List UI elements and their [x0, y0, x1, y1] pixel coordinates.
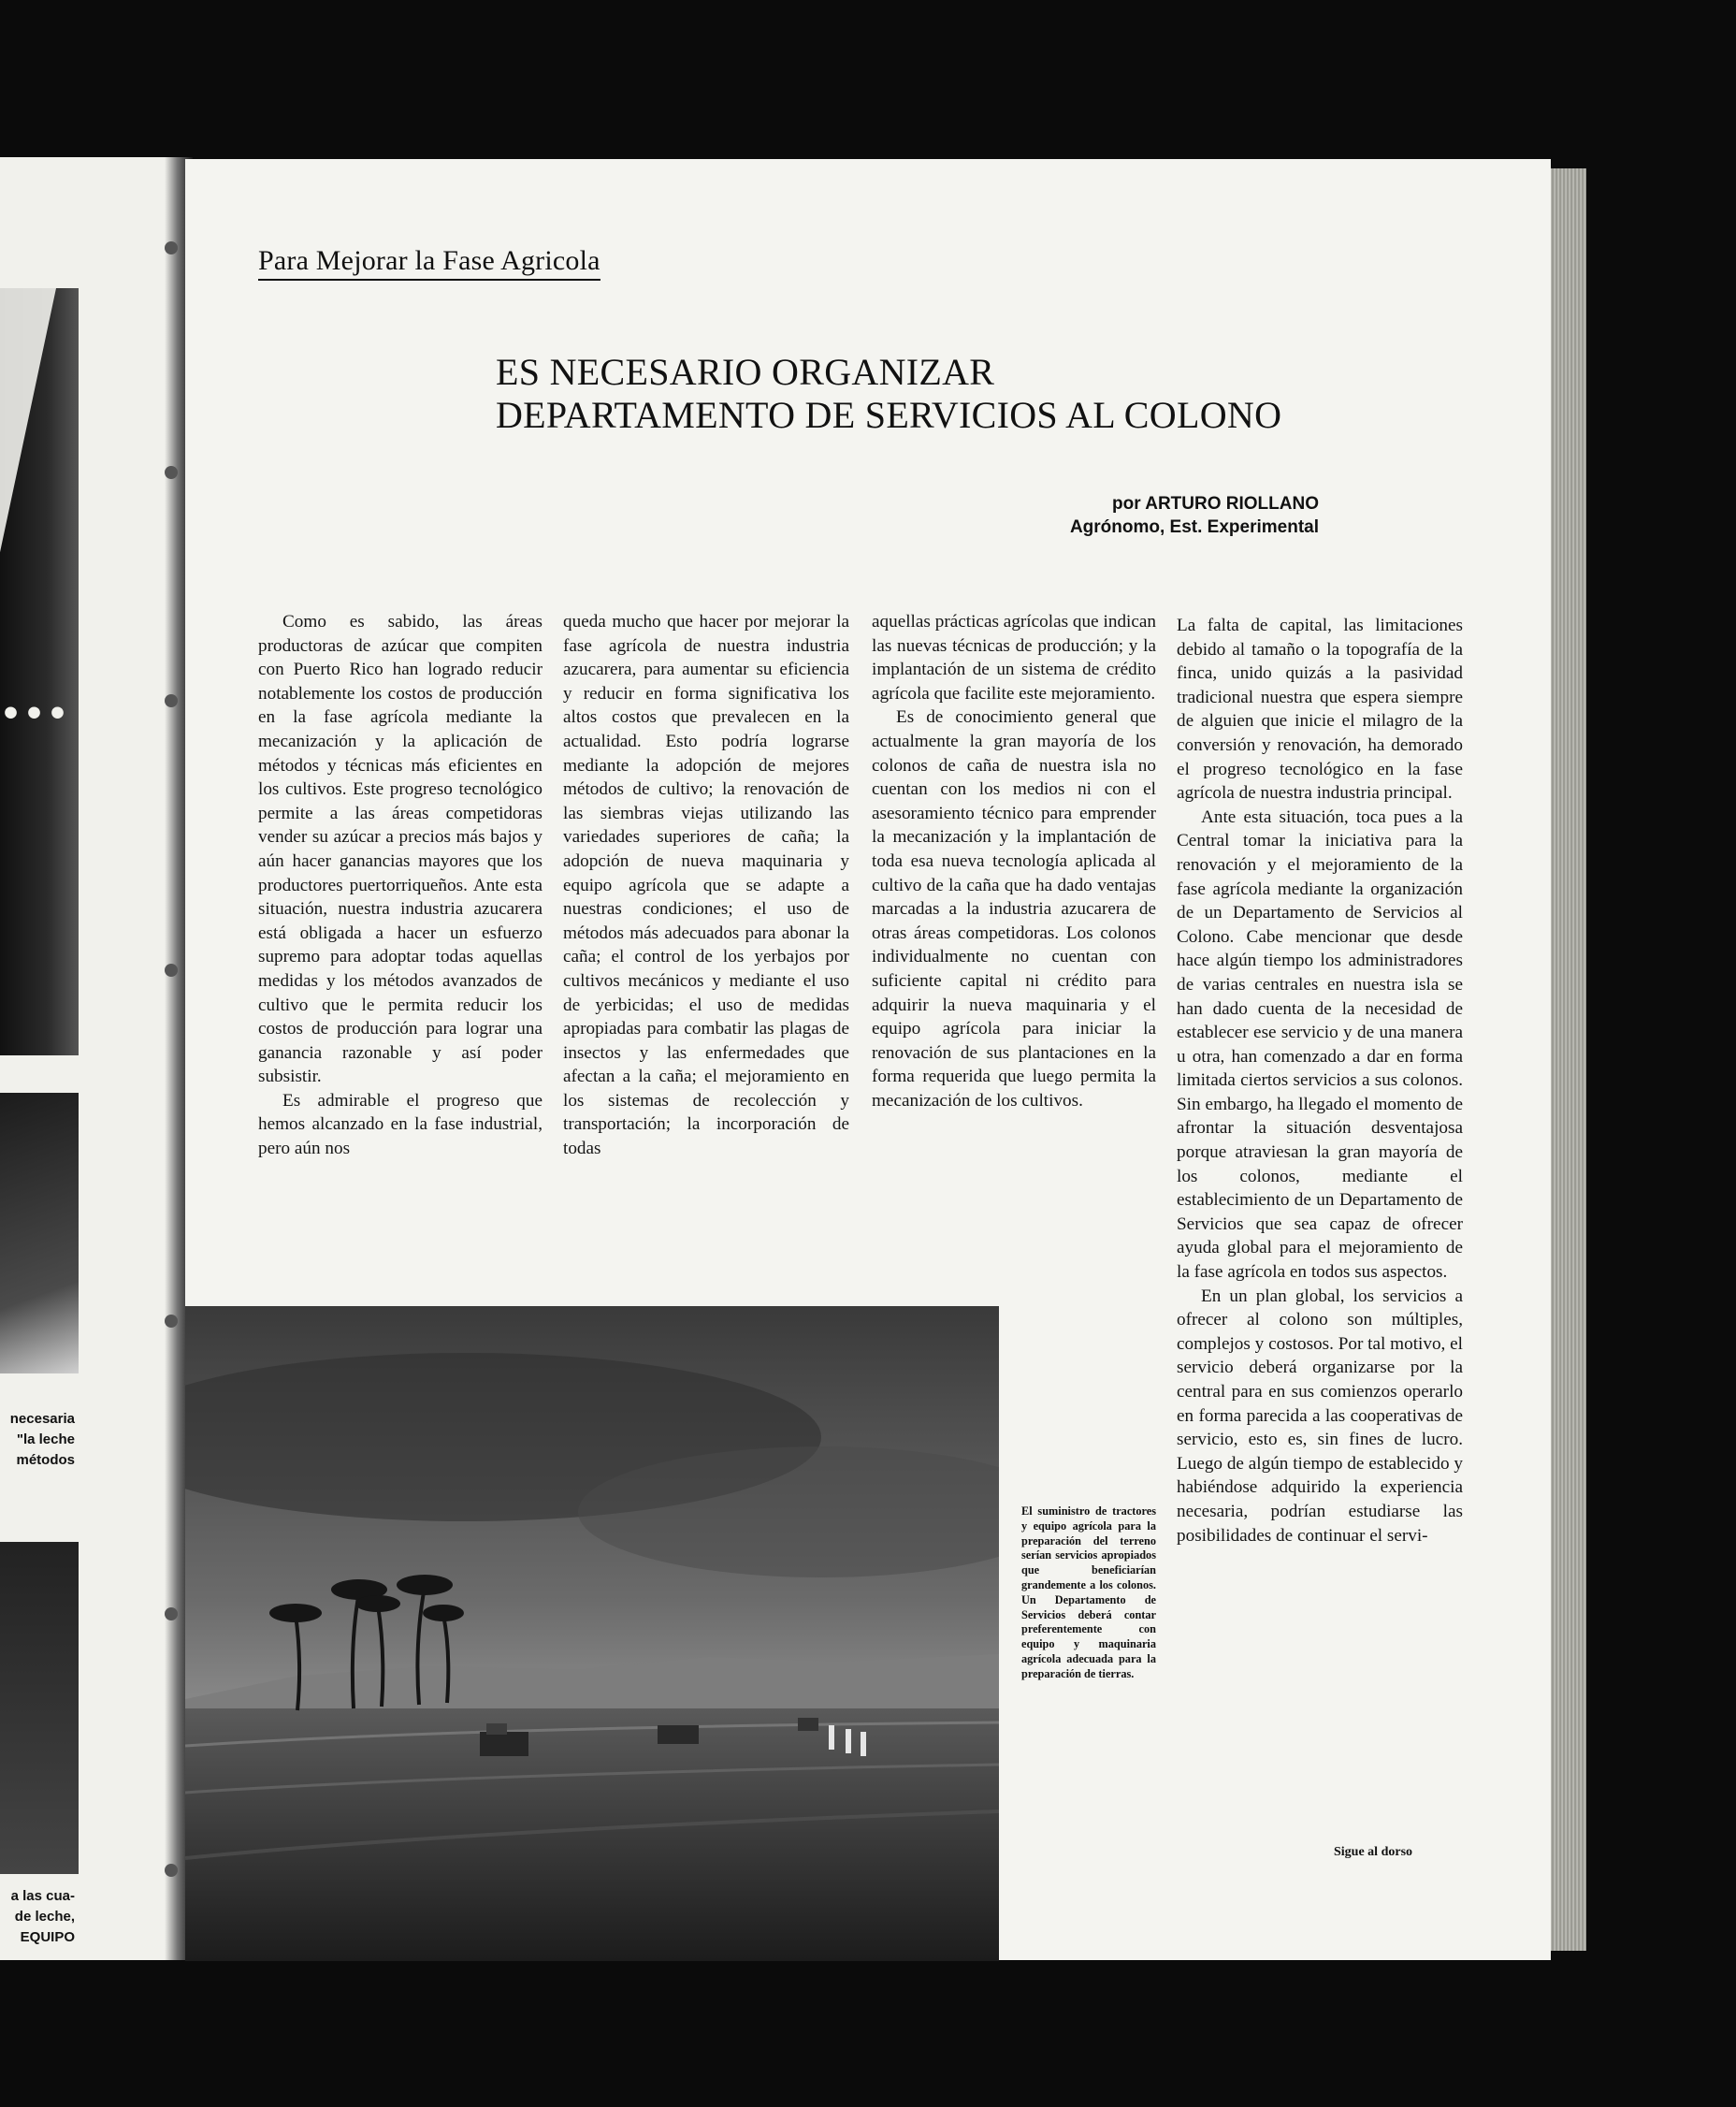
- paragraph: Es de conocimiento general que actualmente la gran mayoría de los colonos de caña de nuestra isla no cuentan con los medios ni con el asesoramiento técnico para emprender la mecanización y la implantación de toda esa nueva tecnología aplicada al cultivo de la caña que ha dado ventajas marcadas a la industria azucarera de otras áreas competidoras. Los colonos individualmente no cuentan con suficiente capital ni crédito para adquirir la nueva maquinaria y el equipo agrícola para iniciar la renovación de sus plantaciones en la forma requerida que luego permita la mecanización de los cultivos.: [872, 707, 1156, 1111]
- article-headline: [496, 351, 1281, 437]
- article-column-3: [872, 610, 1156, 1112]
- left-caption-bottom-line: EQUIPO: [20, 1929, 75, 1945]
- staple-mark: [165, 1864, 178, 1877]
- staple-mark: [165, 466, 178, 479]
- left-caption-top-line: "la leche: [16, 1431, 75, 1447]
- paragraph: aquellas prácticas agrícolas que indican las nuevas técnicas de producción; y la implantación de un sistema de crédito agrícola que facilite este mejoramiento.: [872, 612, 1156, 704]
- left-caption-bottom: [0, 1886, 75, 1948]
- headline-line: DEPARTAMENTO DE SERVICIOS AL COLONO: [496, 394, 1282, 436]
- article-column-4: [1177, 614, 1463, 1548]
- left-photo-middle: [0, 1093, 79, 1373]
- article-column-2: [563, 610, 849, 1161]
- author-name: por ARTURO RIOLLANO: [1112, 494, 1319, 514]
- headline-line: ES NECESARIO ORGANIZAR: [496, 351, 995, 393]
- paragraph: Como es sabido, las áreas productoras de azúcar que compiten con Puerto Rico han logrado reducir notablemente los costos de producción en la fase agrícola mediante la mecanización y la aplicación de métodos y técnicas más eficientes en los cultivos. Este progreso tecnológico permite a las áreas competidoras vender su azúcar a precios más bajos y aún hacer ganancias mayores que los productores puertorriqueños. Ante esta situación, nuestra industria azucarera está obligada a hacer un esfuerzo supremo para adoptar todas aquellas medidas y los métodos avanzados de cultivo que le permita reducir los costos de producción para lograr una ganancia razonable y así poder subsistir.: [258, 612, 542, 1087]
- staple-mark: [165, 1315, 178, 1328]
- author-role: Agrónomo, Est. Experimental: [1069, 517, 1319, 537]
- staple-mark: [165, 241, 178, 254]
- byline: [982, 492, 1319, 539]
- left-caption-bottom-line: de leche,: [14, 1909, 75, 1925]
- left-page-fragment: [0, 157, 174, 1960]
- paragraph: Ante esta situación, toca pues a la Central tomar la iniciativa para la renovación y el mejoramiento de la fase agrícola mediante la organización de un Departamento de Servicios al Colono. Cabe mencionar que desde hace algún tiempo los administradores de varias centrales en nuestra isla se han dado cuenta de la necesidad de establecer ese servicio y de una manera u otra, han comenzado a dar en forma limitada ciertos servicios a sus colonos. Sin embargo, ha llegado el momento de afrontar la situación desventajosa porque atraviesan la gran mayoría de los colonos, mediante el establecimiento de un Departamento de Servicios que sea capaz de ofrecer ayuda global para el mejoramiento de la fase agrícola en todos sus aspectos.: [1177, 806, 1463, 1283]
- paragraph: queda mucho que hacer por mejorar la fase agrícola de nuestra industria azucarera, para aumentar su eficiencia y reducir en forma significativa los altos costos que prevalecen en la actualidad. Esto podría lograrse mediante la adopción de mejores métodos de cultivo; la renovación de las siembras viejas utilizando las variedades superiores de caña; la adopción de nueva maquinaria y equipo agrícola que se adapte a nuestras condiciones; el uso de métodos más adecuados para abonar la caña; el control de los yerbajos por cultivos mecánicos y mediante el uso de yerbicidas; el uso de medidas apropiadas para combatir las plagas de insectos y las enfermedades que afectan a la caña; el mejoramiento en los sistemas de recolección y transportación; la incorporación de todas: [563, 612, 849, 1159]
- left-photo-dots: •••: [0, 695, 71, 734]
- photo-caption: El suministro de tractores y equipo agrícola para la preparación del terreno serían servicios apropiados que beneficiarían grandemente a los colonos. Un Departamento de Servicios deberá contar preferentemente con equipo y maquinaria agrícola adecuada para la preparación de tierras.: [1021, 1504, 1156, 1680]
- paragraph: La falta de capital, las limitaciones debido al tamaño o la topografía de la finca, unido quizás a la pasividad tradicional nuestra que espera siempre de alguien que inicie el milagro de la conversión y renovación, ha demorado el progreso tecnológico en la fase agrícola de nuestra industria principal.: [1177, 616, 1463, 804]
- staple-mark: [165, 1607, 178, 1620]
- paragraph: Es admirable el progreso que hemos alcanzado en la fase industrial, pero aún nos: [258, 1090, 542, 1159]
- left-caption-top: [0, 1409, 75, 1471]
- staple-mark: [165, 694, 178, 707]
- paragraph: En un plan global, los servicios a ofrecer al colono son múltiples, complejos y costosos. Por tal motivo, el servicio deberá organizarse por la central para en sus comienzos operarlo en forma parecida a las cooperativas de servicio, esto es, sin fines de lucro. Luego de algún tiempo de establecido y habiéndose adquirido la experiencia necesaria, podrían estudiarse las posibilidades de continuar el servi-: [1177, 1286, 1463, 1546]
- left-caption-bottom-line: a las cua-: [10, 1888, 75, 1904]
- continued-note: Sigue al dorso: [1334, 1845, 1413, 1859]
- article-column-1: [258, 610, 542, 1161]
- section-title: Para Mejorar la Fase Agricola: [258, 245, 600, 281]
- field-photo-image: [185, 1306, 999, 1961]
- field-photo: [185, 1306, 999, 1961]
- staple-mark: [165, 964, 178, 977]
- left-caption-top-line: métodos: [16, 1452, 75, 1468]
- page-stack-edge: [1551, 168, 1586, 1951]
- left-photo-bottom: [0, 1542, 79, 1874]
- left-caption-top-line: necesaria: [9, 1411, 75, 1427]
